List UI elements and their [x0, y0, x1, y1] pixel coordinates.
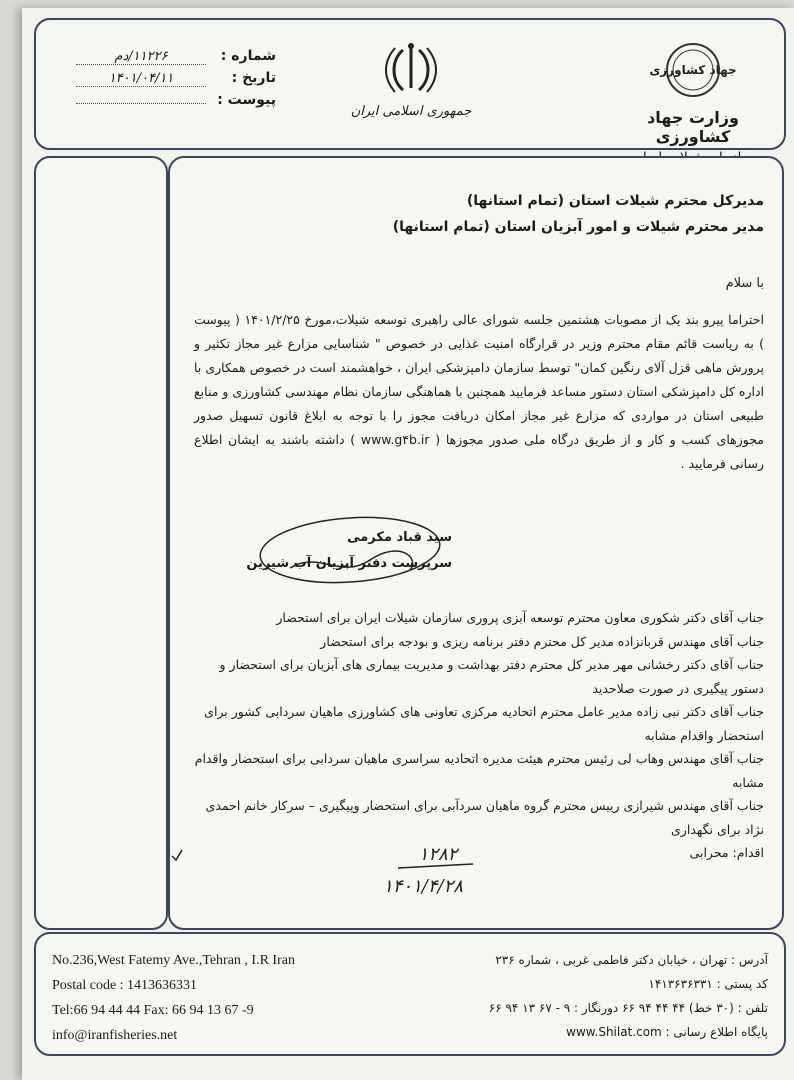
en-email: info@iranfisheries.net	[52, 1028, 178, 1043]
cc-item: جناب آقای دکتر شکوری معاون محترم توسعه آبزی پروری سازمان شیلات ایران برای استحضار	[276, 610, 764, 625]
addressee-line: مدیر محترم شیلات و امور آبزیان استان (تمام استانها)	[392, 219, 764, 235]
cc-item: جناب آقای مهندس شیرازی رییس محترم گروه ماهیان سردآبی برای استحضار وپیگیری – سرکار خانم احمدی نژاد برای نگهداری	[205, 798, 764, 837]
attachment-label: پیوست :	[217, 92, 276, 108]
persian-contact	[489, 948, 768, 1044]
ministry-name: وزارت جهاد کشاورزی	[647, 108, 739, 146]
en-postal-code: Postal code : 1413636331	[52, 978, 198, 993]
cc-item: جناب آقای دکتر نبی زاده مدیر عامل محترم اتحادیه مرکزی تعاونی های کشاورزی ماهیان سردابی کشور برای استحضار واقدام مشابه	[204, 704, 764, 743]
signer-name: سید قباد مکرمی	[347, 530, 452, 545]
ministry-logo-icon	[649, 40, 737, 100]
letterhead	[34, 18, 786, 150]
margin-panel	[34, 156, 168, 930]
signature-mark-icon	[250, 510, 450, 590]
attachment-row	[76, 92, 276, 114]
addressees	[393, 188, 764, 240]
en-address: No.236,West Fatemy Ave.,Tehran , I.R Iran	[52, 953, 295, 968]
attachment-value	[76, 103, 206, 104]
signer-title: سرپرست دفتر آبزیان آب شیرین	[246, 556, 452, 571]
ministry-logo-text: جهاد کشاورزی	[649, 63, 737, 77]
footer	[34, 932, 786, 1056]
cc-item: جناب آقای مهندس وهاب لی رئیس محترم هیئت مدیره اتحادیه سراسری ماهیان سردابی برای استحضار واقدام مشابه	[194, 751, 764, 790]
cc-item: جناب آقای دکتر رخشانی مهر مدیر کل محترم دفتر بهداشت و مدیریت بیماری های آبزیان برای استحضار و دستور پیگیری در صورت صلاحدید	[219, 657, 764, 696]
handwritten-number: ۱۲۸۲	[418, 844, 458, 865]
date-label: تاریخ :	[231, 70, 276, 86]
cc-item: جناب آقای مهندس قربانزاده مدیر کل محترم دفتر برنامه ریزی و بودجه برای استحضار	[320, 633, 764, 649]
handwritten-annotation	[368, 836, 478, 906]
number-label: شماره :	[220, 48, 276, 64]
letter-body-panel	[168, 156, 784, 930]
republic-emblem	[346, 40, 476, 119]
en-phone-fax: Tel:66 94 44 44 Fax: 66 94 13 67 -9	[52, 1003, 254, 1018]
date-value: ۱۴۰۱/۰۴/۱۱	[76, 71, 206, 87]
number-value: ۱۱۲۲۶/دم	[76, 49, 206, 65]
fa-website: پایگاه اطلاع رسانی : www.Shilat.com	[566, 1025, 768, 1039]
letter-body: احتراما پیرو بند یک از مصوبات هشتمین جلسه شورای عالی راهبری توسعه شیلات،مورخ ۱۴۰۱/۲/۲۵ ( پیوست ) به ریاست قائم مقام محترم وزیر در قرارگاه امنیت غذایی در خصوص " شناسایی مزارع غیر مجاز تکثیر و پرورش ماهی قزل آلای رنگین کمان" توسط سازمان دامپزشکی ایران ، خواهشمند است در خصوص همکاری با اداره کل دامپزشکی استان دستور مساعد فرمایید همچنین با هماهنگی سازمان نظام مهندسی کشاورزی و منابع طبیعی استان در مواردی که مزارع غیر مجاز امکان دریافت مجوز را با توجه به ابلاغ قانون تسهیل صدور مجوزهای کسب و کار و از طریق درگاه ملی صدور مجوزها ( www.g۴b.ir ) داشته باشند به ایشان اطلاع رسانی فرمایید .	[194, 312, 764, 471]
handwritten-date: ۱۴۰۱/۴/۲۸	[383, 876, 463, 897]
ministry-block	[618, 40, 768, 166]
fa-postal-code: کد پستی : ۱۴۱۳۶۳۶۳۳۱	[648, 977, 768, 991]
english-contact	[52, 948, 295, 1048]
date-row	[76, 70, 276, 92]
number-row	[76, 48, 276, 70]
fa-address: آدرس : تهران ، خیابان دکتر فاطمی غربی ، شماره ۲۳۶	[495, 953, 768, 967]
iran-emblem-icon	[381, 40, 441, 98]
checkmark-icon	[170, 848, 184, 862]
letter-page	[22, 8, 794, 1080]
cc-list	[190, 606, 764, 865]
action-line: اقدام: محرابی	[689, 845, 764, 860]
republic-name: جمهوری اسلامی ایران	[350, 104, 472, 119]
addressee-line: مدیرکل محترم شیلات استان (تمام استانها)	[466, 193, 764, 209]
fa-phone-fax: تلفن : (۳۰ خط) ۴۴ ۴۴ ۹۴ ۶۶ دورنگار : ۹ - ۶۷ ۱۳ ۹۴ ۶۶	[488, 1001, 768, 1015]
letter-meta	[76, 48, 276, 114]
greeting: با سلام	[725, 276, 764, 291]
